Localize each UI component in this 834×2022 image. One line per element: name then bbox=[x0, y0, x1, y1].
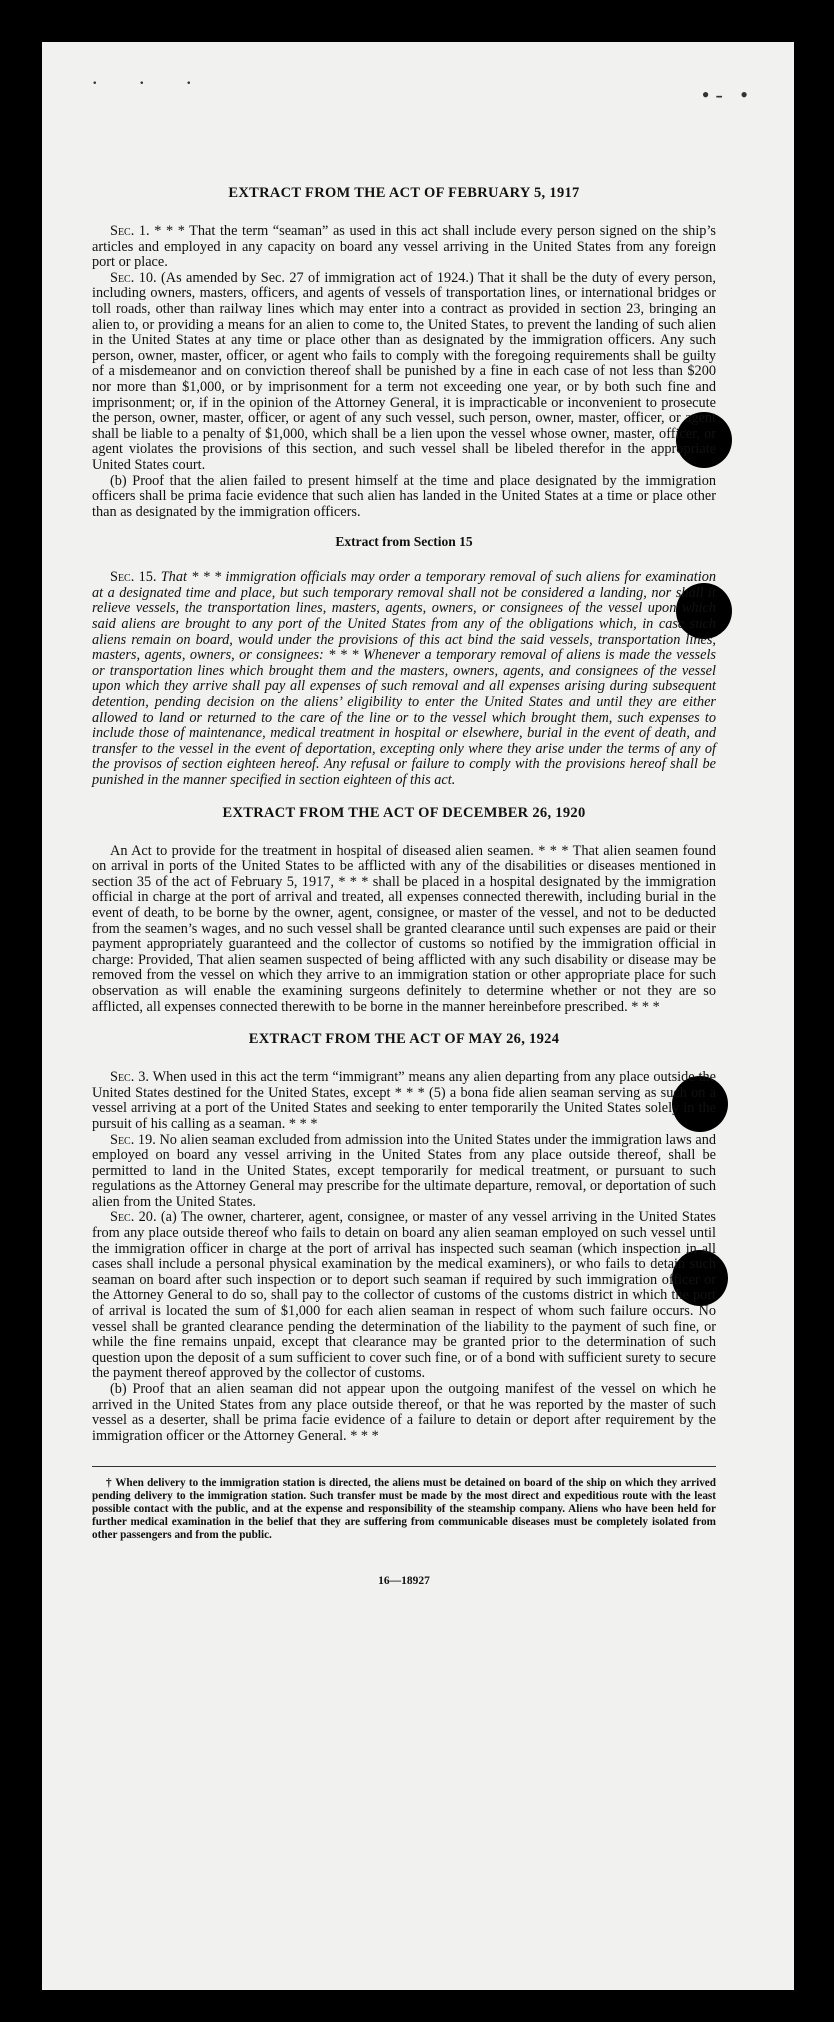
section-label: Sec. 20. bbox=[110, 1209, 157, 1226]
paragraph-sec-10 bbox=[92, 271, 716, 474]
section-label: Sec. 15. bbox=[110, 569, 157, 586]
page-number: 16—18927 bbox=[378, 1575, 430, 1588]
paragraph-sec-3 bbox=[92, 1070, 716, 1132]
footnote-divider bbox=[92, 1466, 716, 1467]
section-label: Sec. 3. bbox=[110, 1069, 149, 1086]
section-text: When used in this act the term “immigrant” means any alien departing from any place outside the United States destined for the United States, except * * * (5) a bona fide alien seaman serving as such on a vessel arriving at a port of the United States and seeking to enter temporarily the United States solely in the pursuit of his calling as a seaman. * * * bbox=[92, 1069, 717, 1132]
paragraph-sec-19 bbox=[92, 1133, 716, 1211]
scan-specks: . . . bbox=[92, 64, 210, 89]
paragraph-sec-10b: (b) Proof that the alien failed to present himself at the time and place designated by the immigration officers shall be prima facie evidence that such alien has landed in the United States at a time or place other than as designated by the immigration officers. bbox=[92, 472, 716, 520]
section-text: (a) The owner, charterer, agent, consignee, or master of any vessel arriving in the United States from any place outside thereof who fails to detain on board any alien seaman employed on such vessel until the immigration officer in charge at the port of arrival has inspected such seaman (which inspection in all cases shall include a personal physical examination by the medical examiners), or who fails to detain such seaman on board after such inspection or to deport such seaman if required by such immigration officer or the Attorney General to do so, shall pay to the collector of customs of the customs district in which the port of arrival is located the sum of $1,000 for each alien seaman in respect of whom such failure occurs. No vessel shall be granted clearance pending the determination of the liability to the payment of such fine, or while the fine remains unpaid, except that clearance may be granted prior to the determination of such question upon the deposit of a sum sufficient to cover such fine, or of a bond with sufficient surety to secure the payment thereof approved by the collector of customs. bbox=[92, 1209, 716, 1382]
scan-specks-right: •- • bbox=[701, 82, 754, 107]
footnote: † When delivery to the immigration station is directed, the aliens must be detained on board of the ship on which they arrived pending delivery to the immigration station. Such transfer must be made by the most direct and expeditious route with the least possible contact with the public, and at the expense and responsibility of the steamship company. Aliens who have been held for further medical examination in the belief that they are suffering from communicable diseases must be completely isolated from other passengers and from the public. bbox=[92, 1477, 716, 1541]
paragraph-sec-20 bbox=[92, 1210, 716, 1382]
document-body bbox=[92, 185, 716, 1587]
section-text: That * * * immigration officials may order a temporary removal of such aliens for examination at a designated time and place, but such temporary removal shall not be considered a landing, nor shall it relieve vessels, the transportation lines, masters, agents, owners, or consignees of the vessel upon which said aliens are brought to any port of the United States from any of the obligations which, in case such aliens remain on board, would under the provisions of this act bind the said vessels, transportation lines, masters, agents, owners, or consignees: * * * Whenever a temporary removal of aliens is made the vessels or transportation lines which brought them and the masters, owners, agents, and consignees of the vessel upon which they arrive shall pay all expenses of such removal and all expenses arising during subsequent detention, pending decision on the aliens’ eligibility to enter the United States and until they are either allowed to land or returned to the care of the line or to the vessel which brought them, such expenses to include those of maintenance, medical treatment in hospital or elsewhere, burial in the event of death, and transfer to the vessel in the event of deportation, excepting only where they arise under the terms of any of the provisos of section eighteen hereof. Any refusal or failure to comply with the provisions hereof shall be punished in the manner specified in section eighteen of this act. bbox=[92, 569, 717, 788]
paragraph-sec-20b: (b) Proof that an alien seaman did not appear upon the outgoing manifest of the vessel on which he arrived in the United States from any place outside thereof, or that he was reported by the master of such vessel as a deserter, shall be prima facie evidence of a failure to detain or deport after requirement by the immigration officer or the Attorney General. * * * bbox=[92, 1381, 716, 1444]
paragraph-sec-1 bbox=[92, 224, 716, 271]
section-label: Sec. 10. bbox=[110, 269, 157, 286]
section-label: Sec. 1. bbox=[110, 223, 150, 239]
section-text: * * * That the term “seaman” as used in this act shall include every person signed on the ship’s articles and employed in any capacity on board any vessel arriving in the United States from any foreign port or place. bbox=[92, 223, 716, 271]
section-text: (As amended by Sec. 27 of immigration act of 1924.) That it shall be the duty of every person, including owners, masters, officers, and agents of vessels of transportation lines, or international bridges or toll roads, other than railway lines which may enter into a contract as provided in section 23, bringing an alien to, or providing a means for an alien to come to, the United States, to prevent the landing of such alien in the United States at any time or place other than as designated by the immigration officers. Any such person, owner, master, officer, or agent who fails to comply with the foregoing requirements shall be guilty of a misdemeanor and on conviction thereof shall be punished by a fine in each case of not less than $200 nor more than $1,000, or by imprisonment for a term not exceeding one year, or by both such fine and imprisonment; or, if in the opinion of the Attorney General, it is impracticable or inconvenient to prosecute the person, owner, master, officer, or agent of any such vessel, such person, owner, master, officer, or agent shall be liable to a penalty of $1,000, which shall be a lien upon the vessel whose owner, master, officer, or agent violates the provisions of this section, and such vessel shall be libeled therefor in the appropriate United States court. bbox=[92, 269, 716, 473]
paragraph-act-1920: An Act to provide for the treatment in hospital of diseased alien seamen. * * * That alien seamen found on arrival in ports of the United States to be afflicted with any of the disabilities or diseases mentioned in section 35 of the act of February 5, 1917, * * * shall be placed in a hospital designated by the immigration official in charge at the port of arrival and treated, all expenses connected therewith, including burial in the event of death, to be borne by the owner, agent, consignee, or master of the vessel, and not to be deducted from the seamen’s wages, and no such vessel shall be granted clearance until such expenses are paid or their payment appropriately guaranteed and the collector of customs so notified by the immigration official in charge: Provided, That alien seamen suspected of being afflicted with any such disability or disease may be removed from the vessel on which they arrive to an immigration station or other appropriate place for such observation as will enable the examining surgeons definitely to determine whether or not they are so afflicted, all expenses connected therewith to be borne in the manner hereinbefore prescribed. * * * bbox=[92, 842, 716, 1015]
heading-act-1917: EXTRACT FROM THE ACT OF FEBRUARY 5, 1917 bbox=[228, 185, 580, 201]
paragraph-sec-15 bbox=[92, 570, 716, 788]
section-label: Sec. 19. bbox=[110, 1131, 156, 1148]
heading-section-15: Extract from Section 15 bbox=[335, 534, 473, 550]
heading-act-1920: EXTRACT FROM THE ACT OF DECEMBER 26, 1920 bbox=[222, 804, 586, 821]
heading-act-1924: EXTRACT FROM THE ACT OF MAY 26, 1924 bbox=[248, 1031, 560, 1048]
section-text: No alien seaman excluded from admission into the United States under the immigration laws and employed on board any vessel arriving in the United States from any place outside thereof, shall be permitted to land in the United States, except temporarily for medical treatment, or pursuant to such regulations as the Attorney General may prescribe for the ultimate departure, removal, or deportation of such alien from the United States. bbox=[92, 1131, 716, 1210]
